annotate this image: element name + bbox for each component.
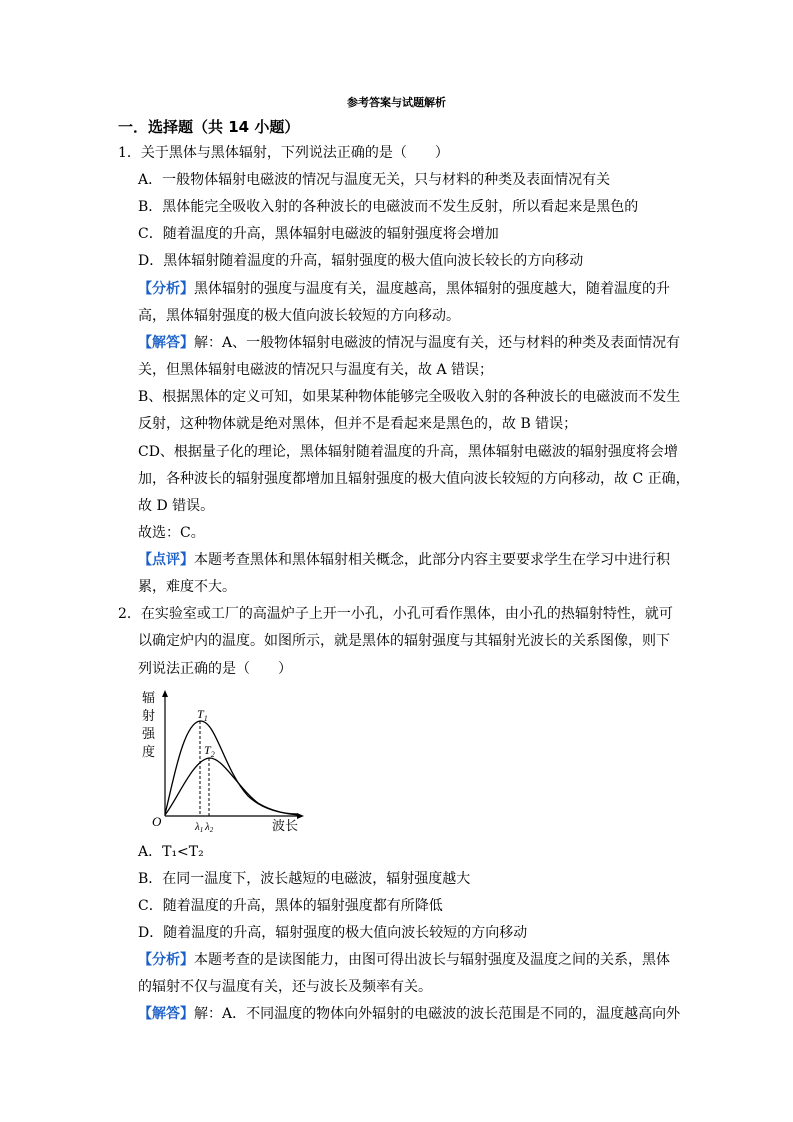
q1-choice: 故选：C。 [138,525,205,541]
q1-option-a: A．一般物体辐射电磁波的情况与温度无关，只与材料的种类及表面情况有关 [138,172,611,188]
section-heading: 一．选择题（共 14 小题） [118,118,300,136]
y-axis-label-char-3: 强 [142,726,156,741]
y-axis-label-char-1: 辐 [142,690,156,705]
q2-option-d: D．随着温度的升高，辐射强度的极大值向波长较短的方向移动 [138,925,528,941]
y-axis-label-char-2: 射 [142,708,156,723]
q2-answer [138,1005,680,1023]
q2-option-b: B．在同一温度下，波长越短的电磁波，辐射强度越大 [138,871,471,887]
q1-comment-text-1: 本题考查黑体和黑体辐射相关概念，此部分内容主要要求学生在学习中进行积 [194,552,670,568]
q2-stem-2: 以确定炉内的温度。如图所示，就是黑体的辐射强度与其辐射光波长的关系图像，则下 [138,633,670,649]
curve-t1 [165,721,298,814]
q2-analysis-text-1: 本题考查的是读图能力，由图可得出波长与辐射强度及温度之间的关系，黑体 [194,952,670,968]
q1-analysis-text-1: 黑体辐射的强度与温度有关，温度越高，黑体辐射的强度越大，随着温度的升 [194,281,670,297]
q1-analysis [138,280,670,298]
q1-answer-text-1: 解：A、一般物体辐射电磁波的情况与温度有关，还与材料的种类及表面情况有 [194,335,681,351]
q2-stem-3: 列说法正确的是（ ） [138,661,292,677]
q1-answer-text-6: 加，各种波长的辐射强度都增加且辐射强度的极大值向波长较短的方向移动，故 C 正确， [138,471,690,487]
x-axis-arrow [297,813,304,819]
q2-analysis-text-2: 的辐射不仅与温度有关，还与波长及频率有关。 [138,979,432,995]
q1-answer-text-7: 故 D 错误。 [138,498,215,514]
q1-answer-text-4: 反射，这种物体就是绝对黑体，但并不是看起来是黑色的，故 B 错误； [138,416,578,432]
analysis-tag: 【分析】 [138,281,194,297]
curve-t2 [165,758,298,815]
lambda1-label: λ1 [195,821,204,834]
x-axis-label: 波长 [272,819,299,834]
page-title: 参考答案与试题解析 [347,96,446,109]
q2-answer-text-1: 解：A．不同温度的物体向外辐射的电磁波的波长范围是不同的，温度越高向外 [194,1006,681,1022]
blackbody-radiation-figure [138,688,308,838]
q1-option-c: C．随着温度的升高，黑体辐射电磁波的辐射强度将会增加 [138,226,499,242]
origin-label: O [152,814,162,829]
q1-comment [138,551,670,569]
answer-tag: 【解答】 [138,335,194,351]
lambda2-label: λ2 [205,821,214,834]
q1-comment-text-2: 累，难度不大。 [138,579,236,595]
q1-answer-text-3: B、根据黑体的定义可知，如果某种物体能够完全吸收入射的各种波长的电磁波而不发生 [138,389,681,405]
q1-analysis-text-2: 高，黑体辐射强度的极大值向波长较短的方向移动。 [138,308,460,324]
q1-answer-text-2: 关，但黑体辐射电磁波的情况只与温度有关，故 A 错误； [138,362,494,378]
q2-analysis [138,951,670,969]
q1-option-d: D．黑体辐射随着温度的升高，辐射强度的极大值向波长较长的方向移动 [138,253,584,269]
q1-answer-text-5: CD、根据量子化的理论，黑体辐射随着温度的升高，黑体辐射电磁波的辐射强度将会增 [138,444,678,460]
y-axis-label-char-4: 度 [142,744,156,759]
curve-t1-label: $T_1$ [197,707,208,723]
answer-tag: 【解答】 [138,1006,194,1022]
curve-t2-label: $T_2$ [204,743,215,759]
q1-option-b: B．黑体能完全吸收入射的各种波长的电磁波而不发生反射，所以看起来是黑色的 [138,199,639,215]
q2-stem-1: 2．在实验室或工厂的高温炉子上开一小孔，小孔可看作黑体，由小孔的热辐射特性，就可 [118,606,673,622]
q2-option-a: A．T₁<T₂ [138,844,204,860]
analysis-tag: 【分析】 [138,952,194,968]
q1-stem: 1．关于黑体与黑体辐射，下列说法正确的是（ ） [118,145,449,161]
q1-answer [138,334,680,352]
comment-tag: 【点评】 [138,552,194,568]
q2-option-c: C．随着温度的升高，黑体的辐射强度都有所降低 [138,898,443,914]
y-axis-arrow [162,690,168,697]
